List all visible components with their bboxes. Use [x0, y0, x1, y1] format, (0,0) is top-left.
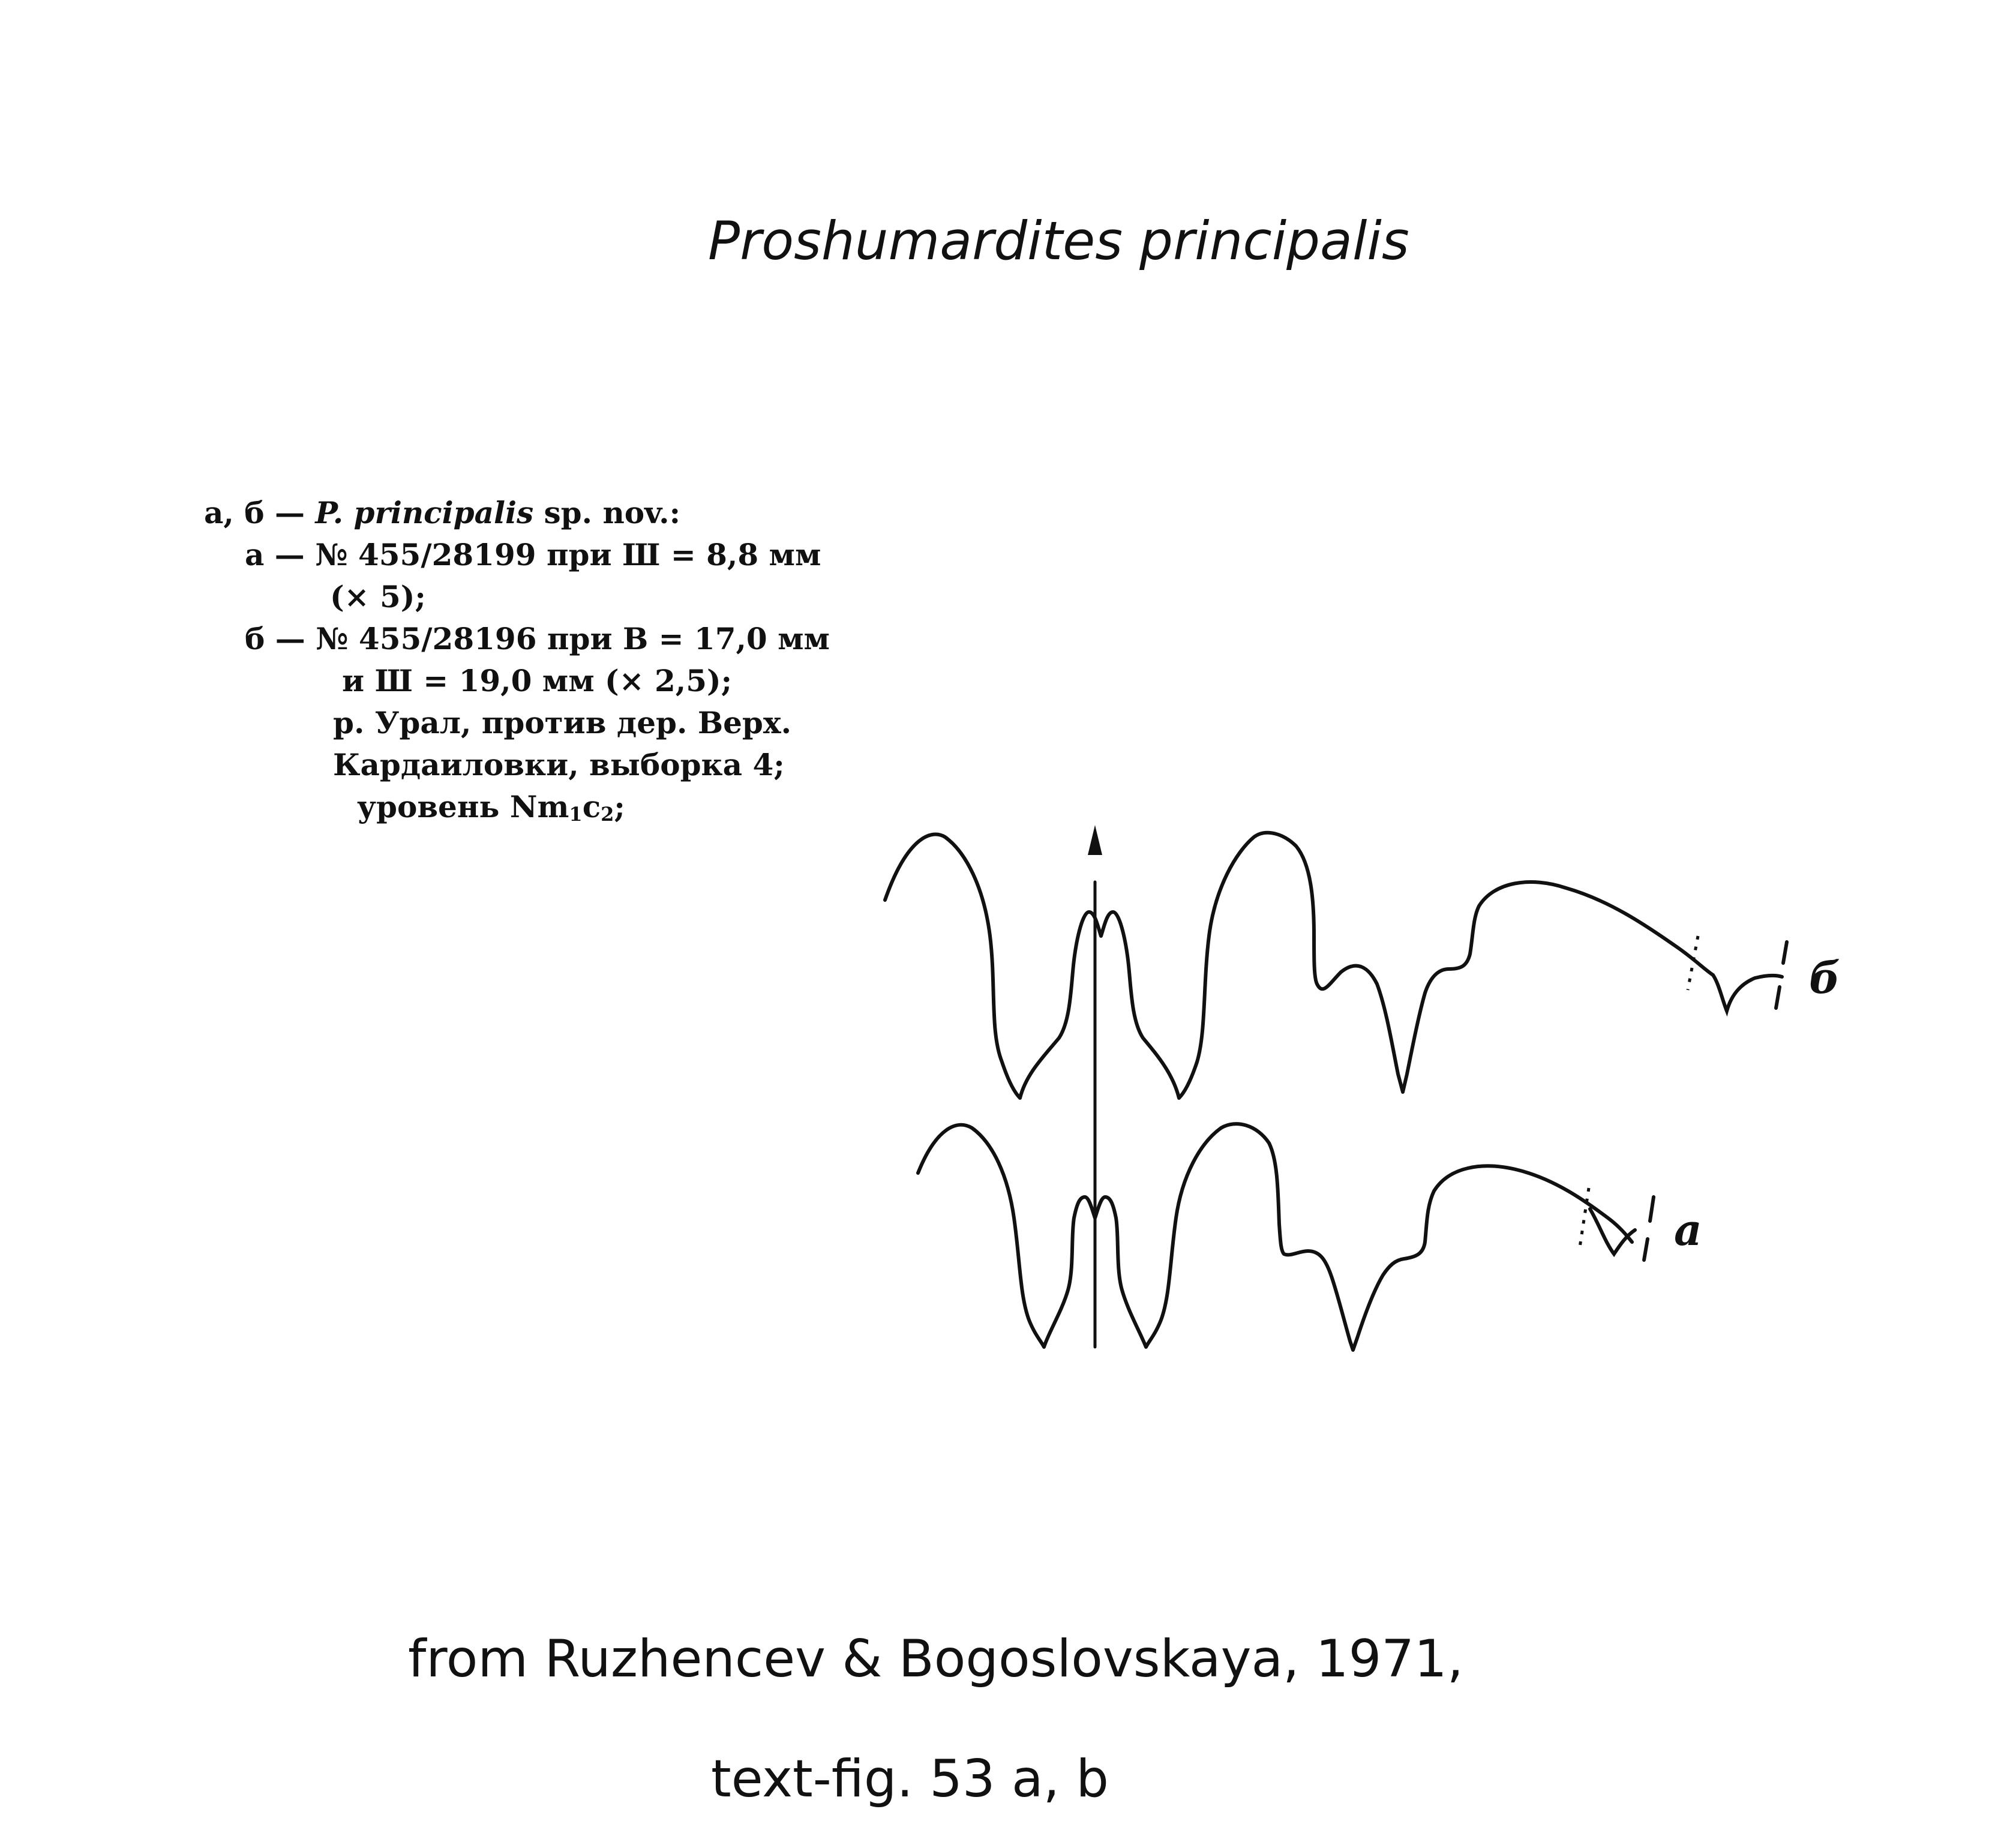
caption-line-8-mid: c — [582, 789, 601, 824]
label-b: б — [1809, 952, 1840, 1003]
caption-line-1-prefix: а, б — — [204, 495, 316, 530]
caption-line-8-sub2: 2 — [601, 803, 614, 826]
suture-line-a-tail — [1590, 1209, 1635, 1254]
cut-mark-b-bottom — [1776, 987, 1780, 1008]
caption-line-7: Кардаиловки, выборка 4; — [333, 747, 785, 782]
caption-line-8-prefix: уровень Nm — [357, 789, 569, 824]
cut-mark-a-bottom — [1644, 1239, 1648, 1260]
caption-species-name: P. principalis — [315, 495, 534, 530]
axis-arrow-head-icon — [1088, 825, 1102, 855]
caption-line-6: р. Урал, против дер. Верх. — [333, 705, 792, 740]
figure-title: Proshumardites principalis — [708, 210, 1409, 272]
source-citation-line-2: text-fig. 53 a, b — [711, 1749, 1109, 1809]
suture-line-b-tail — [1713, 975, 1782, 1011]
caption-line-1-suffix: sp. nov.: — [533, 495, 681, 530]
caption-line-2: а — № 455/28199 при Ш = 8,8 мм — [245, 537, 821, 572]
caption-line-5: и Ш = 19,0 мм (× 2,5); — [342, 663, 733, 698]
suture-line-a — [918, 1124, 1632, 1350]
caption-line-3: (× 5); — [330, 579, 426, 614]
source-citation-line-1: from Ruzhencev & Bogoslovskaya, 1971, — [408, 1629, 1464, 1689]
cut-mark-a-top — [1650, 1197, 1654, 1221]
caption-line-4: б — № 455/28196 при В = 17,0 мм — [245, 621, 830, 656]
suture-line-b — [885, 833, 1713, 1098]
label-a: a — [1674, 1204, 1702, 1255]
caption-line-8-sub1: 1 — [569, 803, 583, 826]
cut-mark-b-top — [1783, 942, 1787, 963]
caption-line-8-suffix: ; — [614, 789, 625, 824]
